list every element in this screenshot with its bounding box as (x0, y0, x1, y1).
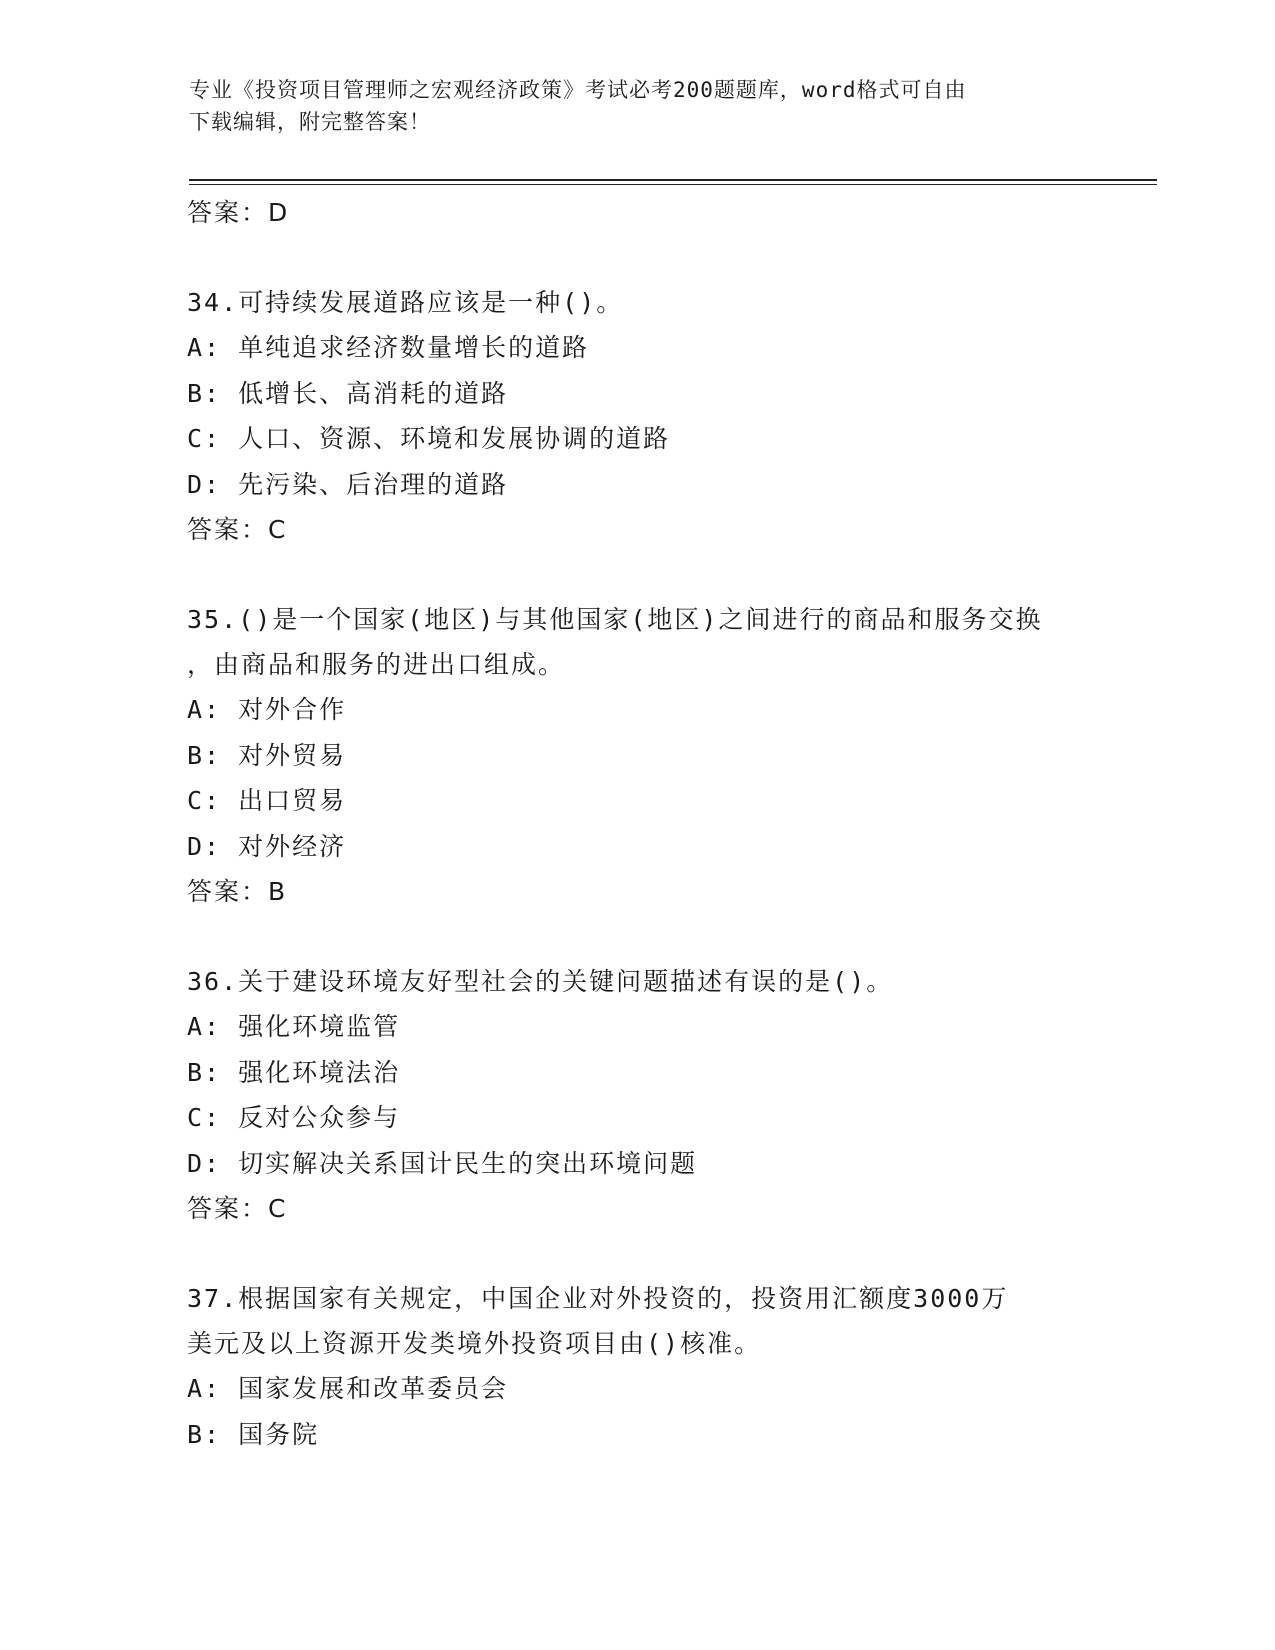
question-34 (187, 280, 1087, 552)
option-b: B: 强化环境法治 (187, 1057, 401, 1087)
header-line-2: 下载编辑，附完整答案！ (189, 110, 431, 134)
header-divider (189, 179, 1157, 185)
option-d: D: 先污染、后治理的道路 (187, 469, 509, 499)
question-36 (187, 959, 1087, 1231)
option-b: B: 对外贸易 (187, 740, 347, 770)
option-a: A: 单纯追求经济数量增长的道路 (187, 333, 590, 362)
option-b: B: 国务院 (187, 1419, 320, 1449)
answer-line: 答案：D (187, 198, 290, 227)
option-c: C: 反对公众参与 (187, 1103, 401, 1132)
header-line-1: 专业《投资项目管理师之宏观经济政策》考试必考200题题库，word格式可自由 (189, 78, 967, 102)
option-c: C: 出口贸易 (187, 786, 347, 815)
question-stem: 37.根据国家有关规定，中国企业对外投资的，投资用汇额度3000万 (187, 1284, 1009, 1313)
option-a: A: 对外合作 (187, 695, 347, 724)
question-stem: 35.()是一个国家(地区)与其他国家(地区)之间进行的商品和服务交换 (187, 605, 1043, 634)
question-stem: 34.可持续发展道路应该是一种()。 (187, 288, 624, 317)
option-a: A: 强化环境监管 (187, 1012, 401, 1041)
option-d: D: 对外经济 (187, 831, 347, 861)
answer-line: 答案：B (187, 877, 288, 906)
question-37 (187, 1276, 1087, 1457)
question-stem: 36.关于建设环境友好型社会的关键问题描述有误的是()。 (187, 967, 894, 996)
option-d: D: 切实解决关系国计民生的突出环境问题 (187, 1148, 698, 1178)
question-stem-continued: ，由商品和服务的进出口组成。 (187, 650, 566, 679)
option-a: A: 国家发展和改革委员会 (187, 1374, 509, 1403)
document-header (189, 74, 1089, 138)
option-c: C: 人口、资源、环境和发展协调的道路 (187, 424, 671, 453)
question-content (187, 190, 1087, 1457)
answer-line: 答案：C (187, 515, 288, 544)
question-stem-continued: 美元及以上资源开发类境外投资项目由()核准。 (187, 1329, 762, 1358)
answer-line: 答案：C (187, 1194, 288, 1223)
option-b: B: 低增长、高消耗的道路 (187, 378, 509, 408)
question-35 (187, 597, 1087, 914)
